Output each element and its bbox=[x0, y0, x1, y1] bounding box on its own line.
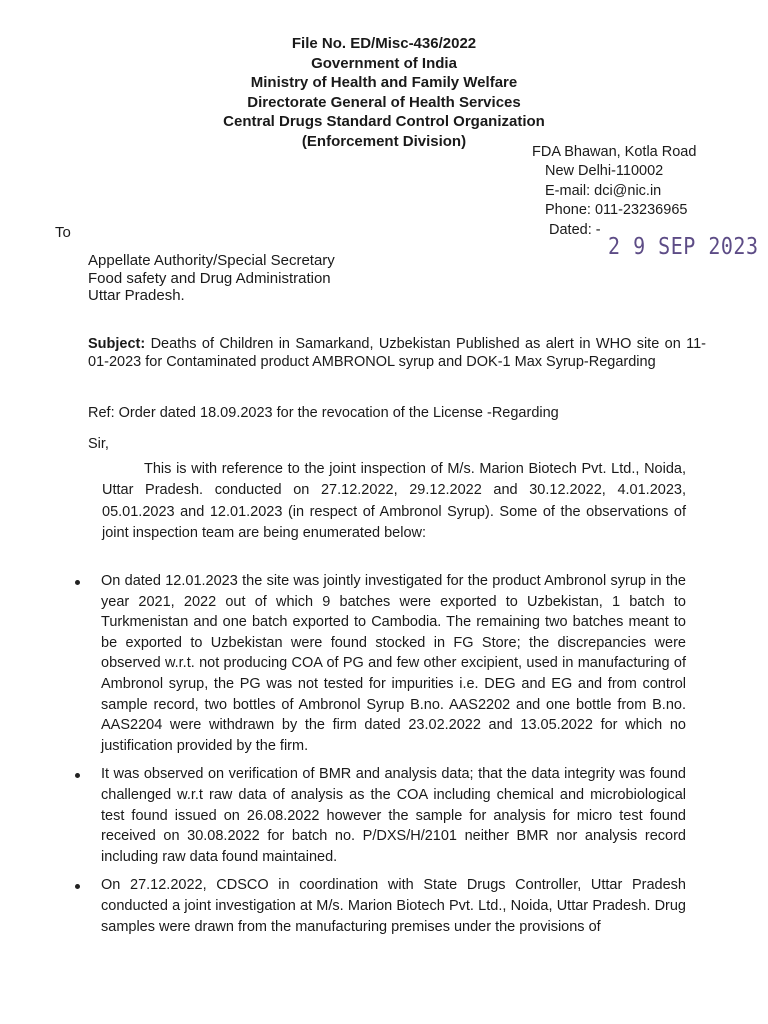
list-item bbox=[70, 571, 686, 756]
address-line-2: New Delhi-110002 bbox=[545, 163, 664, 180]
reference-line: Ref: Order dated 18.09.2023 for the revocation of the License -Regarding bbox=[88, 405, 559, 421]
recipient-line-2: Food safety and Drug Administration bbox=[88, 269, 331, 287]
address-dated: Dated: - bbox=[549, 221, 601, 238]
salutation: Sir, bbox=[88, 436, 109, 452]
to-label: To bbox=[55, 224, 71, 241]
observations-list bbox=[70, 571, 686, 945]
recipient-line-1: Appellate Authority/Special Secretary bbox=[88, 252, 335, 269]
ministry-name: Ministry of Health and Family Welfare bbox=[250, 74, 518, 92]
sender-address bbox=[532, 143, 696, 240]
letter-header bbox=[0, 34, 768, 152]
date-stamp: 2 9 SEP 2023 bbox=[608, 232, 759, 260]
recipient-line-3: Uttar Pradesh. bbox=[88, 287, 185, 304]
bullet-icon bbox=[75, 773, 80, 778]
subject-text: Deaths of Children in Samarkand, Uzbekistan Published as alert in WHO site on 11-01-2023 for Contaminated product AMBRONOL syrup and DOK-1 Max Syrup-Regarding bbox=[88, 336, 707, 370]
division-name: (Enforcement Division) bbox=[301, 132, 467, 150]
recipient-block bbox=[88, 252, 335, 305]
list-item bbox=[70, 764, 686, 867]
intro-paragraph: This is with reference to the joint inspection of M/s. Marion Biotech Pvt. Ltd., Noida, Uttar Pradesh. conducted on 27.12.2022, 29.12.2022 and 30.12.2022, 4.01.2023, 05.01.2023 and 12.01.2023 (in respect of Ambronol Syrup). Some of the observations of joint inspection team are being enumerated below: bbox=[102, 461, 686, 541]
government-name: Government of India bbox=[311, 54, 457, 72]
subject-line bbox=[88, 336, 706, 372]
subject-label: Subject: bbox=[88, 336, 146, 352]
address-email: E-mail: dci@nic.in bbox=[545, 182, 662, 199]
list-item bbox=[70, 875, 686, 937]
address-line-1: FDA Bhawan, Kotla Road bbox=[532, 144, 697, 160]
bullet-icon bbox=[75, 884, 80, 889]
bullet-icon bbox=[75, 580, 80, 585]
list-item-text: On dated 12.01.2023 the site was jointly investigated for the product Ambronol syrup in the year 2021, 2022 out of which 9 batches were exported to Uzbekistan, 1 batch to Turkmenistan and one batch exported to Cambodia. The remaining two batches meant to be exported to Uzbekistan were found stocked in FG Store; the discrepancies were observed w.r.t. not producing COA of PG and few other excipient, used in manufacturing of Ambronol syrup, the PG was not tested for impurities i.e. DEG and EG and from control sample record, two bottles of Ambronol Syrup B.no. AAS2202 and one bottle from B.no. AAS2204 were withdrawn by the firm dated 23.02.2022 and 13.05.2022 for which no justification provided by the firm. bbox=[101, 573, 686, 754]
list-item-text: It was observed on verification of BMR and analysis data; that the data integrity was found challenged w.r.t raw data of analysis as the COA including chemical and microbiological test found issued on 26.08.2022 however the sample for analysis for micro test found received on 30.08.2022 for batch no. P/DXS/H/2101 neither BMR nor analysis record including raw data found maintained. bbox=[101, 766, 686, 865]
address-phone: Phone: 011-23236965 bbox=[545, 202, 688, 219]
directorate-name: Directorate General of Health Services bbox=[247, 93, 521, 111]
file-number: File No. ED/Misc-436/2022 bbox=[291, 35, 477, 52]
organization-name: Central Drugs Standard Control Organization bbox=[223, 113, 545, 131]
list-item-text: On 27.12.2022, CDSCO in coordination with State Drugs Controller, Uttar Pradesh conducted a joint investigation at M/s. Marion Biotech Pvt. Ltd., Noida, Uttar Pradesh. Drug samples were drawn from the manufacturing premises under the provisions of bbox=[101, 877, 686, 935]
